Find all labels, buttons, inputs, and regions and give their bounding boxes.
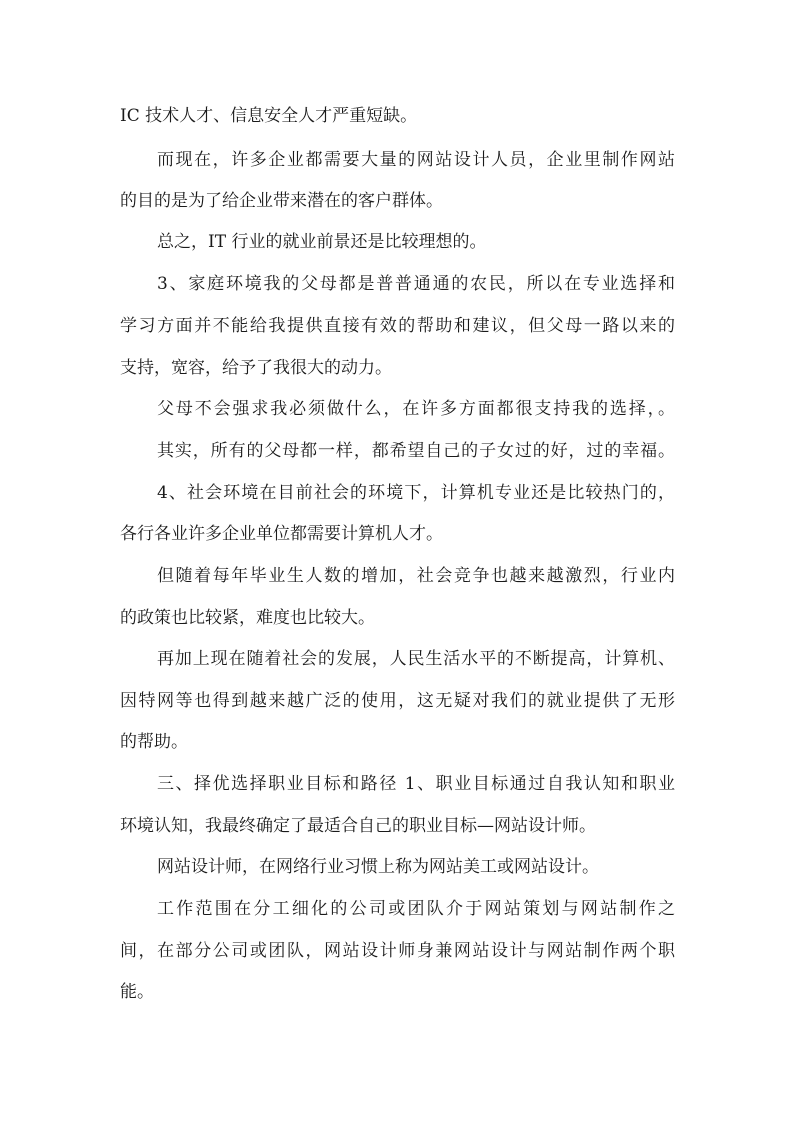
text-line: 因特网等也得到越来越广泛的使用，这无疑对我们的就业提供了无形	[120, 691, 675, 711]
text-line: 各行各业许多企业单位都需要计算机人才。	[120, 524, 443, 544]
text-line: 总之，IT 行业的就业前景还是比较理想的。	[157, 232, 487, 252]
text-line: 三、择优选择职业目标和路径 1、职业目标通过自我认知和职业	[157, 774, 675, 794]
text-line: 的帮助。	[120, 732, 188, 752]
text-line: 的政策也比较紧，难度也比较大。	[120, 608, 375, 628]
text-line: 3、家庭环境我的父母都是普普通通的农民，所以在专业选择和	[157, 274, 675, 294]
text-line: 能。	[120, 982, 154, 1002]
text-line: 工作范围在分工细化的公司或团队介于网站策划与网站制作之	[157, 899, 675, 919]
text-line: 4、社会环境在目前社会的环境下，计算机专业还是比较热门的，	[157, 483, 675, 503]
text-line: 的目的是为了给企业带来潜在的客户群体。	[120, 191, 443, 211]
text-line: 环境认知，我最终确定了最适合自己的职业目标—网站设计师。	[120, 816, 596, 836]
text-line: 而现在，许多企业都需要大量的网站设计人员，企业里制作网站	[157, 150, 675, 170]
text-line: 支持，宽容，给予了我很大的动力。	[120, 358, 392, 378]
text-line: 父母不会强求我必须做什么，在许多方面都很支持我的选择，。	[157, 399, 675, 419]
text-line: 但随着每年毕业生人数的增加，社会竞争也越来越激烈，行业内	[157, 566, 675, 586]
text-line: 再加上现在随着社会的发展，人民生活水平的不断提高，计算机、	[157, 649, 675, 669]
text-line: IC 技术人才、信息安全人才严重短缺。	[120, 106, 418, 126]
text-line: 学习方面并不能给我提供直接有效的帮助和建议，但父母一路以来的	[120, 316, 675, 336]
text-line: 其实，所有的父母都一样，都希望自己的子女过的好，过的幸福。	[157, 441, 675, 461]
text-line: 间，在部分公司或团队，网站设计师身兼网站设计与网站制作两个职	[120, 941, 675, 961]
text-line: 网站设计师，在网络行业习惯上称为网站美工或网站设计。	[157, 857, 599, 877]
